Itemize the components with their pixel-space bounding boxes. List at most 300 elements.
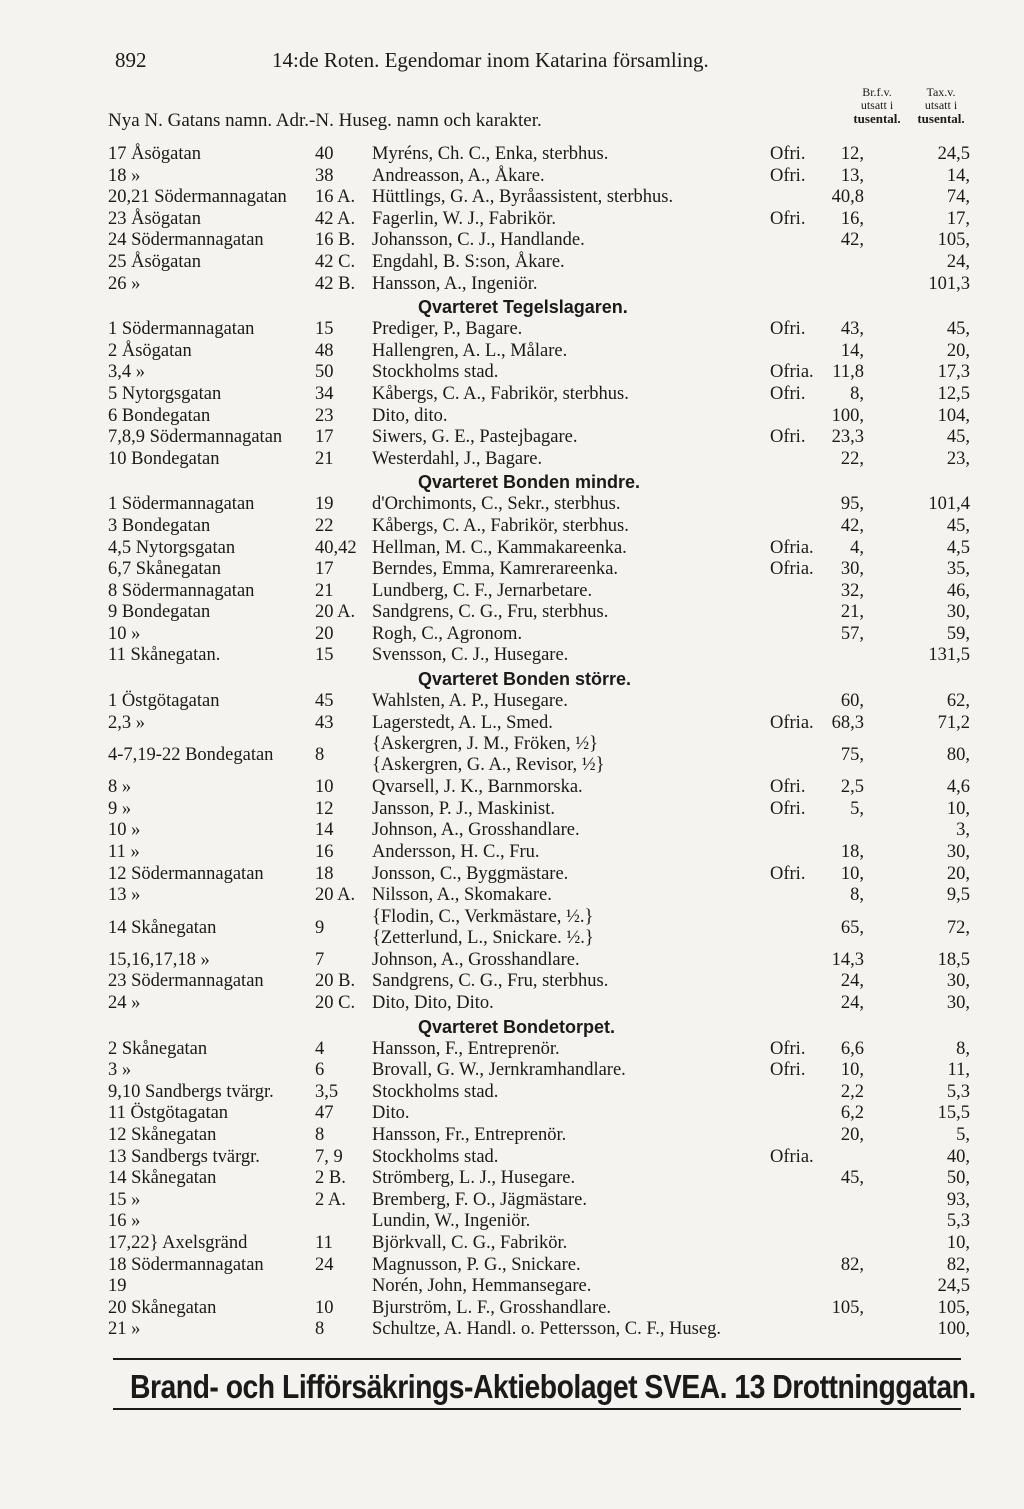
fire-insurance-value: 4, [850, 537, 864, 558]
address-number: 20 A. [315, 885, 356, 906]
address-number: 40,42 [315, 537, 357, 558]
tax-status: Ofri. [770, 165, 806, 186]
street-address: 17,22} Axelsgränd [108, 1232, 248, 1253]
owner-name: Kåbergs, C. A., Fabrikör, sterbhus. [372, 515, 629, 536]
taxv-heading-line: utsatt i [924, 98, 958, 112]
property-row [0, 166, 1024, 188]
address-number: 17 [315, 559, 334, 580]
tax-value: 30, [946, 602, 970, 623]
property-row [0, 691, 1024, 713]
address-number: 34 [315, 383, 334, 404]
tax-value: 5,3 [946, 1081, 970, 1102]
street-address: 25 Åsögatan [108, 251, 201, 272]
tax-status: Ofri. [770, 777, 806, 798]
fire-insurance-value: 18, [840, 842, 864, 863]
address-number: 42 B. [315, 273, 356, 294]
address-number: 21 [315, 580, 334, 601]
tax-value: 12,5 [937, 383, 970, 404]
street-address: 6 Bondegatan [108, 405, 211, 426]
fire-insurance-value: 82, [840, 1254, 864, 1275]
street-address: 3 » [108, 1060, 132, 1081]
tax-value: 45, [946, 515, 970, 536]
street-address: 15,16,17,18 » [108, 949, 210, 970]
owner-name: Magnusson, P. G., Snickare. [372, 1254, 581, 1275]
owner-name: Dito, dito. [372, 405, 448, 426]
property-row [0, 907, 1024, 950]
street-address: 18 Södermannagatan [108, 1254, 264, 1275]
tax-value: 80, [946, 745, 970, 766]
tax-status: Ofria. [770, 537, 814, 558]
tax-status: Ofri. [770, 427, 806, 448]
owner-name: Dito, Dito, Dito. [372, 993, 494, 1013]
street-address: 4-7,19-22 Bondegatan [108, 745, 274, 766]
owner-name: Björkvall, C. G., Fabrikör. [372, 1232, 568, 1253]
street-address: 10 » [108, 623, 141, 644]
fire-insurance-value: 75, [840, 745, 864, 766]
street-address: 14 Skånegatan [108, 1168, 217, 1189]
tax-value: 15,5 [937, 1103, 970, 1124]
tax-value: 30, [946, 993, 970, 1013]
brfv-heading-line: tusental. [853, 111, 901, 126]
fire-insurance-value: 42, [840, 230, 864, 251]
tax-value: 101,3 [928, 273, 970, 294]
address-number: 38 [315, 165, 334, 186]
street-address: 11 » [108, 842, 140, 863]
address-number: 23 [315, 405, 334, 426]
address-number: 16 B. [315, 230, 356, 251]
owner-name: {Flodin, C., Verkmästare, ½.} [372, 906, 594, 927]
owner-name: Engdahl, B. S:son, Åkare. [372, 251, 565, 272]
street-address: 1 Östgötagatan [108, 691, 220, 712]
tax-value: 11, [947, 1060, 970, 1081]
property-list [0, 144, 1024, 1341]
address-number: 20 [315, 623, 334, 644]
fire-insurance-value: 43, [840, 319, 864, 340]
address-number: 24 [315, 1254, 334, 1275]
quarter-heading [0, 295, 1024, 319]
property-row [0, 602, 1024, 624]
property-row [0, 341, 1024, 363]
street-address: 2,3 » [108, 712, 145, 733]
property-row [0, 1190, 1024, 1212]
street-address: 7,8,9 Södermannagatan [108, 427, 283, 448]
property-row [0, 494, 1024, 516]
property-row [0, 209, 1024, 231]
taxv-heading-line: Tax.v. [926, 85, 956, 99]
property-row [0, 734, 1024, 777]
tax-value: 4,6 [946, 777, 970, 798]
fire-insurance-value: 6,6 [840, 1038, 864, 1059]
property-row [0, 1319, 1024, 1341]
street-address: 16 » [108, 1211, 141, 1232]
street-address: 10 » [108, 820, 141, 841]
tax-value: 4,5 [946, 537, 970, 558]
street-address: 12 Södermannagatan [108, 863, 264, 884]
tax-value: 62, [946, 691, 970, 712]
tax-value: 20, [946, 863, 970, 884]
owner-name: Brovall, G. W., Jernkramhandlare. [372, 1060, 626, 1081]
property-row [0, 1147, 1024, 1169]
owner-name: d'Orchimonts, C., Sekr., sterbhus. [372, 494, 621, 515]
owner-name: Bremberg, F. O., Jägmästare. [372, 1189, 587, 1210]
owner-name: Sandgrens, C. G., Fru, sterbhus. [372, 971, 609, 992]
tax-value: 40, [946, 1146, 970, 1167]
address-number: 16 A. [315, 187, 356, 208]
address-number: 47 [315, 1103, 334, 1124]
address-number: 10 [315, 1297, 334, 1318]
owner-name: Stockholms stad. [372, 1146, 499, 1167]
owner-name: Hallengren, A. L., Målare. [372, 340, 568, 361]
tax-value: 50, [946, 1168, 970, 1189]
address-number: 22 [315, 515, 334, 536]
owner-name: Stockholms stad. [372, 1081, 499, 1102]
address-number: 17 [315, 427, 334, 448]
property-row [0, 645, 1024, 667]
fire-insurance-value: 68,3 [831, 712, 864, 733]
street-address: 18 » [108, 165, 141, 186]
fire-insurance-value: 20, [840, 1124, 864, 1145]
tax-status: Ofria. [770, 362, 814, 383]
owner-group [372, 907, 594, 949]
fire-insurance-value: 16, [840, 208, 864, 229]
owner-name: Jonsson, C., Byggmästare. [372, 863, 569, 884]
fire-insurance-value: 22, [840, 448, 864, 469]
property-row [0, 885, 1024, 907]
property-row [0, 319, 1024, 341]
owner-name: Hellman, M. C., Kammakareenka. [372, 537, 627, 558]
street-address: 9,10 Sandbergs tvärgr. [108, 1081, 274, 1102]
tax-status: Ofri. [770, 144, 806, 164]
street-address: 24 » [108, 993, 141, 1013]
property-row [0, 449, 1024, 471]
property-row [0, 538, 1024, 560]
property-row [0, 274, 1024, 296]
address-number: 20 A. [315, 602, 356, 623]
address-number: 43 [315, 712, 334, 733]
address-number: 45 [315, 691, 334, 712]
tax-value: 105, [937, 1297, 970, 1318]
street-address: 8 Södermannagatan [108, 580, 255, 601]
fire-insurance-value: 13, [840, 165, 864, 186]
address-number: 8 [315, 1124, 325, 1145]
owner-name: Stockholms stad. [372, 362, 499, 383]
quarter-title: Qvarteret Tegelslagaren. [418, 297, 628, 318]
fire-insurance-value: 65, [840, 917, 864, 938]
tax-value: 5,3 [946, 1211, 970, 1232]
owner-name: Hansson, A., Ingeniör. [372, 273, 538, 294]
street-address: 9 » [108, 798, 132, 819]
owner-name: Lagerstedt, A. L., Smed. [372, 712, 553, 733]
tax-value: 5, [956, 1124, 970, 1145]
owner-name: Nilsson, A., Skomakare. [372, 885, 552, 906]
quarter-title: Qvarteret Bondetorpet. [418, 1016, 616, 1037]
quarter-heading [0, 470, 1024, 494]
address-number: 50 [315, 362, 334, 383]
street-address: 11 Skånegatan. [108, 645, 221, 666]
owner-name: Hüttlings, G. A., Byråassistent, sterbhus. [372, 187, 674, 208]
street-address: 11 Östgötagatan [108, 1103, 229, 1124]
fire-insurance-value: 57, [840, 623, 864, 644]
street-address: 13 » [108, 885, 141, 906]
address-number: 4 [315, 1038, 325, 1059]
tax-value: 14, [946, 165, 970, 186]
owner-name: Norén, John, Hemmansegare. [372, 1276, 592, 1297]
fire-insurance-value: 100, [831, 405, 864, 426]
property-row [0, 252, 1024, 274]
quarter-heading [0, 667, 1024, 691]
street-address: 8 » [108, 777, 132, 798]
address-number: 2 B. [315, 1168, 346, 1189]
address-number: 19 [315, 494, 334, 515]
tax-value: 104, [937, 405, 970, 426]
street-address: 10 Bondegatan [108, 448, 220, 469]
street-address: 19 [108, 1276, 127, 1297]
tax-value: 10, [946, 798, 970, 819]
tax-value: 3, [956, 820, 970, 841]
property-row [0, 1082, 1024, 1104]
tax-status: Ofria. [770, 559, 814, 580]
owner-name: Johansson, C. J., Handlande. [372, 230, 585, 251]
tax-status: Ofri. [770, 798, 806, 819]
owner-name: Berndes, Emma, Kamrerareenka. [372, 559, 619, 580]
street-address: 1 Södermannagatan [108, 494, 255, 515]
owner-name: Westerdahl, J., Bagare. [372, 448, 543, 469]
street-address: 20,21 Södermannagatan [108, 187, 287, 208]
street-address: 13 Sandbergs tvärgr. [108, 1146, 260, 1167]
fire-insurance-value: 2,2 [840, 1081, 864, 1102]
brfv-column-heading [848, 86, 906, 125]
street-address: 23 Åsögatan [108, 208, 201, 229]
address-number: 48 [315, 340, 334, 361]
street-address: 3,4 » [108, 362, 145, 383]
tax-status: Ofri. [770, 1060, 806, 1081]
fire-insurance-value: 12, [840, 144, 864, 164]
address-number: 20 B. [315, 971, 356, 992]
fire-insurance-value: 23,3 [831, 427, 864, 448]
owner-name: Jansson, P. J., Maskinist. [372, 798, 555, 819]
property-row [0, 406, 1024, 428]
property-row [0, 713, 1024, 735]
fire-insurance-value: 10, [840, 1060, 864, 1081]
address-number: 8 [315, 745, 325, 766]
fire-insurance-value: 8, [850, 885, 864, 906]
owner-name: Myréns, Ch. C., Enka, sterbhus. [372, 144, 609, 164]
property-row [0, 187, 1024, 209]
street-address: 23 Södermannagatan [108, 971, 264, 992]
divider [113, 1408, 961, 1410]
tax-value: 10, [946, 1232, 970, 1253]
quarter-title: Qvarteret Bonden mindre. [418, 472, 641, 493]
tax-status: Ofri. [770, 383, 806, 404]
property-row [0, 777, 1024, 799]
brfv-heading-line: Br.f.v. [862, 85, 892, 99]
street-address: 3 Bondegatan [108, 515, 211, 536]
owner-group [372, 734, 605, 776]
fire-insurance-value: 24, [840, 993, 864, 1013]
address-number: 3,5 [315, 1081, 339, 1102]
property-row [0, 1255, 1024, 1277]
tax-value: 100, [937, 1319, 970, 1340]
owner-name: {Zetterlund, L., Snickare. ½.} [372, 927, 594, 948]
property-row [0, 1060, 1024, 1082]
property-row [0, 624, 1024, 646]
tax-value: 105, [937, 230, 970, 251]
tax-value: 24,5 [937, 1276, 970, 1297]
fire-insurance-value: 2,5 [840, 777, 864, 798]
owner-name: Kåbergs, C. A., Fabrikör, sterbhus. [372, 383, 629, 404]
taxv-column-heading [910, 86, 972, 125]
owner-name: Bjurström, L. F., Grosshandlare. [372, 1297, 611, 1318]
column-heading: Nya N. Gatans namn. Adr.-N. Huseg. namn och karakter. [108, 110, 542, 131]
tax-value: 17, [946, 208, 970, 229]
owner-name: {Askergren, G. A., Revisor, ½} [372, 755, 605, 776]
owner-name: Siwers, G. E., Pastejbagare. [372, 427, 578, 448]
address-number: 9 [315, 917, 325, 938]
running-title: 14:de Roten. Egendomar inom Katarina församling. [272, 48, 709, 72]
tax-value: 45, [946, 427, 970, 448]
tax-value: 101,4 [928, 494, 970, 515]
tax-value: 131,5 [928, 645, 970, 666]
street-address: 4,5 Nytorgsgatan [108, 537, 236, 558]
advertisement-footer: Brand- och Lifförsäkrings-Aktiebolaget SVEA. 13 Drottninggatan. [130, 1368, 976, 1405]
property-row [0, 362, 1024, 384]
street-address: 2 Åsögatan [108, 340, 192, 361]
taxv-heading-line: tusental. [917, 111, 965, 126]
owner-name: Rogh, C., Agronom. [372, 623, 523, 644]
property-row [0, 230, 1024, 252]
tax-value: 8, [956, 1038, 970, 1059]
fire-insurance-value: 10, [840, 863, 864, 884]
owner-name: Hansson, Fr., Entreprenör. [372, 1124, 567, 1145]
address-number: 15 [315, 645, 334, 666]
owner-name: Fagerlin, W. J., Fabrikör. [372, 208, 556, 229]
property-row [0, 1039, 1024, 1061]
owner-name: Dito. [372, 1103, 410, 1124]
fire-insurance-value: 45, [840, 1168, 864, 1189]
tax-value: 9,5 [946, 885, 970, 906]
divider [113, 1358, 961, 1360]
tax-value: 24, [946, 251, 970, 272]
owner-name: Sandgrens, C. G., Fru, sterbhus. [372, 602, 609, 623]
property-row [0, 1276, 1024, 1298]
tax-status: Ofria. [770, 712, 814, 733]
tax-value: 35, [946, 559, 970, 580]
fire-insurance-value: 42, [840, 515, 864, 536]
address-number: 21 [315, 448, 334, 469]
street-address: 5 Nytorgsgatan [108, 383, 222, 404]
address-number: 18 [315, 863, 334, 884]
address-number: 16 [315, 842, 334, 863]
owner-name: Wahlsten, A. P., Husegare. [372, 691, 568, 712]
street-address: 26 » [108, 273, 141, 294]
owner-name: Hansson, F., Entreprenör. [372, 1038, 560, 1059]
tax-value: 74, [946, 187, 970, 208]
owner-name: Johnson, A., Grosshandlare. [372, 949, 580, 970]
property-row [0, 971, 1024, 993]
tax-status: Ofri. [770, 208, 806, 229]
tax-value: 72, [946, 917, 970, 938]
owner-name: {Askergren, J. M., Fröken, ½} [372, 734, 599, 755]
address-number: 15 [315, 319, 334, 340]
property-row [0, 1233, 1024, 1255]
owner-name: Lundin, W., Ingeniör. [372, 1211, 531, 1232]
tax-status: Ofri. [770, 1038, 806, 1059]
street-address: 21 » [108, 1319, 141, 1340]
fire-insurance-value: 14,3 [831, 949, 864, 970]
fire-insurance-value: 32, [840, 580, 864, 601]
address-number: 20 C. [315, 993, 356, 1013]
fire-insurance-value: 14, [840, 340, 864, 361]
tax-value: 17,3 [937, 362, 970, 383]
owner-name: Svensson, C. J., Husegare. [372, 645, 569, 666]
fire-insurance-value: 24, [840, 971, 864, 992]
tax-value: 59, [946, 623, 970, 644]
owner-name: Schultze, A. Handl. o. Pettersson, C. F., Huseg. [372, 1319, 721, 1340]
tax-status: Ofria. [770, 1146, 814, 1167]
tax-value: 23, [946, 448, 970, 469]
owner-name: Qvarsell, J. K., Barnmorska. [372, 777, 583, 798]
fire-insurance-value: 8, [850, 383, 864, 404]
property-row [0, 1103, 1024, 1125]
fire-insurance-value: 5, [850, 798, 864, 819]
property-row [0, 842, 1024, 864]
brfv-heading-line: utsatt i [860, 98, 894, 112]
fire-insurance-value: 30, [840, 559, 864, 580]
tax-value: 18,5 [937, 949, 970, 970]
tax-value: 71,2 [937, 712, 970, 733]
owner-name: Johnson, A., Grosshandlare. [372, 820, 580, 841]
property-row [0, 427, 1024, 449]
street-address: 20 Skånegatan [108, 1297, 217, 1318]
fire-insurance-value: 40,8 [831, 187, 864, 208]
property-row [0, 799, 1024, 821]
address-number: 7 [315, 949, 325, 970]
tax-value: 20, [946, 340, 970, 361]
address-number: 42 A. [315, 208, 356, 229]
street-address: 14 Skånegatan [108, 917, 217, 938]
address-number: 12 [315, 798, 334, 819]
property-row [0, 384, 1024, 406]
fire-insurance-value: 11,8 [832, 362, 864, 383]
address-number: 14 [315, 820, 334, 841]
address-number: 2 A. [315, 1189, 346, 1210]
tax-value: 24,5 [937, 144, 970, 164]
property-row [0, 820, 1024, 842]
address-number: 10 [315, 777, 334, 798]
fire-insurance-value: 6,2 [840, 1103, 864, 1124]
owner-name: Andersson, H. C., Fru. [372, 842, 540, 863]
fire-insurance-value: 60, [840, 691, 864, 712]
tax-value: 82, [946, 1254, 970, 1275]
tax-value: 93, [946, 1189, 970, 1210]
page-number: 892 [115, 48, 147, 72]
tax-status: Ofri. [770, 319, 806, 340]
street-address: 2 Skånegatan [108, 1038, 208, 1059]
quarter-title: Qvarteret Bonden större. [418, 669, 632, 690]
owner-name: Andreasson, A., Åkare. [372, 165, 545, 186]
property-row [0, 581, 1024, 603]
property-row [0, 144, 1024, 166]
fire-insurance-value: 95, [840, 494, 864, 515]
address-number: 6 [315, 1060, 325, 1081]
fire-insurance-value: 105, [831, 1297, 864, 1318]
street-address: 24 Södermannagatan [108, 230, 264, 251]
tax-value: 45, [946, 319, 970, 340]
property-row [0, 1125, 1024, 1147]
tax-value: 30, [946, 971, 970, 992]
address-number: 40 [315, 144, 334, 164]
owner-name: Lundberg, C. F., Jernarbetare. [372, 580, 593, 601]
